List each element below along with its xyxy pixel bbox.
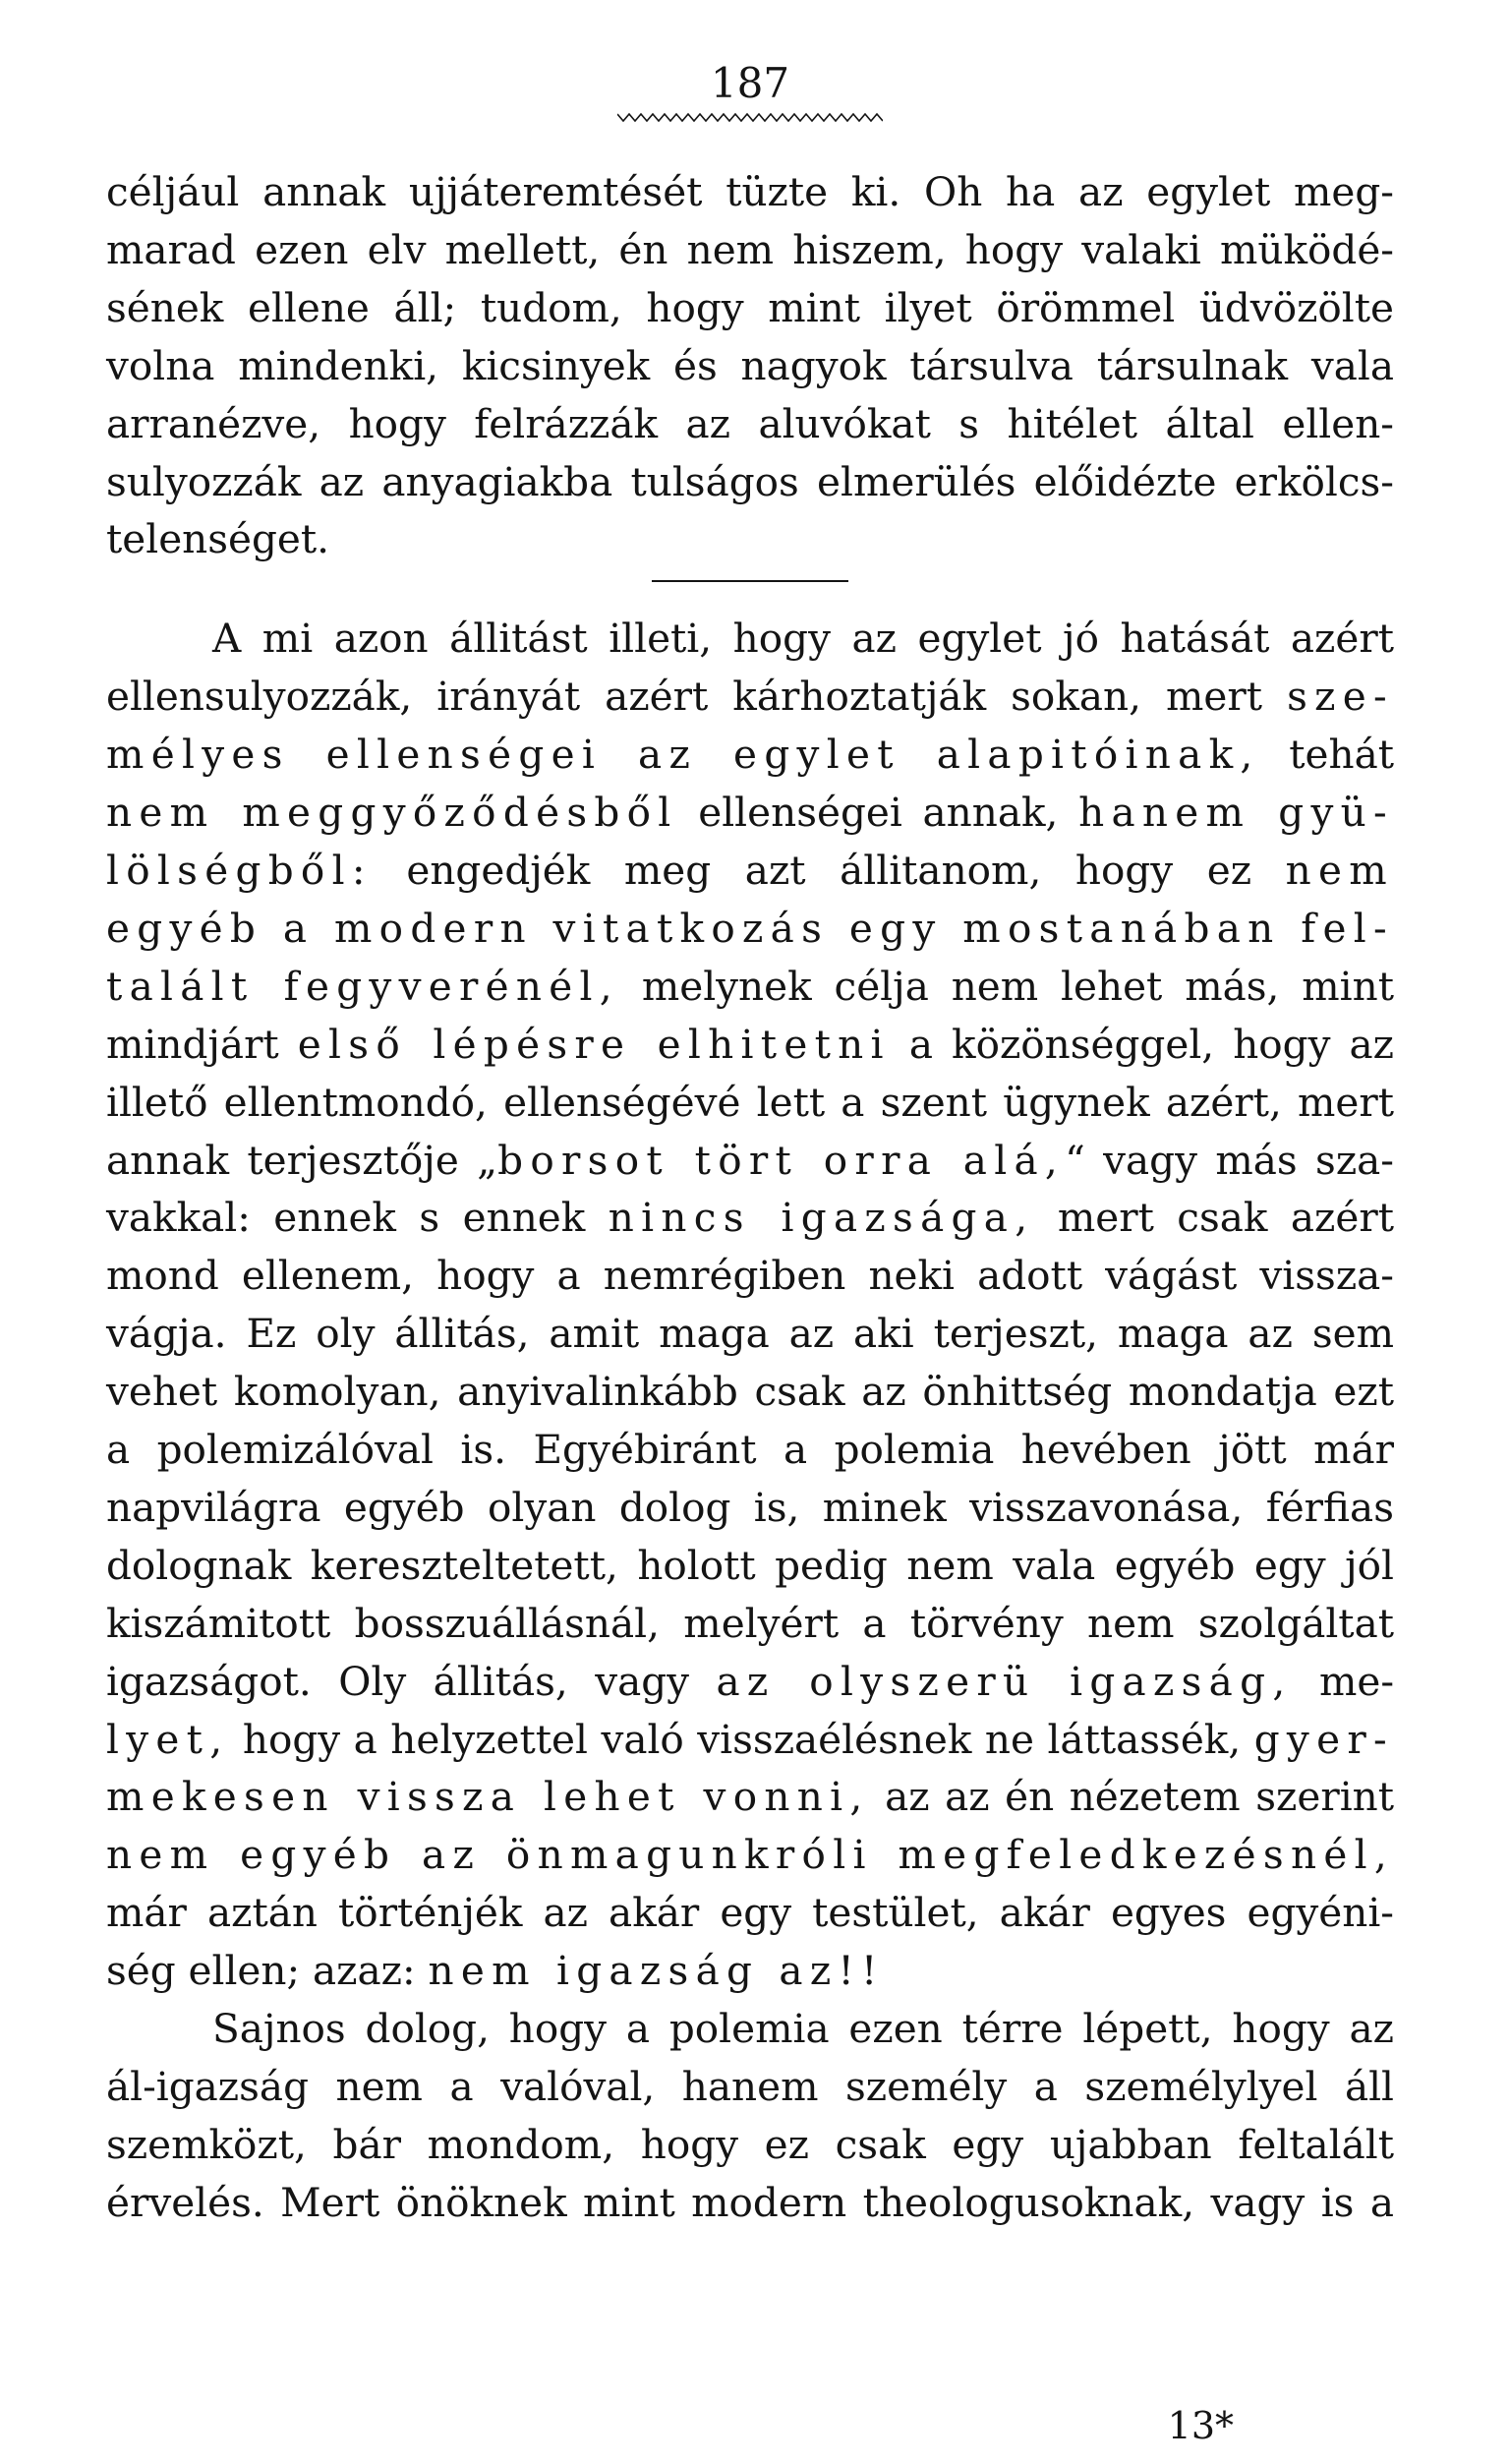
text-line: telenséget. [106, 515, 330, 563]
text-run: melynek célja nem lehet más, mint [618, 962, 1394, 1010]
spaced-emphasis: gyer- [1253, 1715, 1394, 1763]
text-line: arranézve, hogy felrázzák az aluvókat s hitélet által ellen- [106, 399, 1394, 447]
text-run: ség ellen; azaz: [106, 1947, 429, 1995]
text-line: szemközt, bár mondom, hogy ez csak egy ujabban feltalált [106, 2120, 1394, 2168]
text-run: vakkal: ennek s ennek [106, 1194, 609, 1242]
text-run: mindjárt [106, 1020, 298, 1068]
spaced-emphasis: az olyszerü igazság, [716, 1657, 1293, 1705]
signature-mark: 13* [1167, 2404, 1234, 2447]
text-line: dolognak kereszteltetett, holott pedig nem vala egyéb egy jól [106, 1541, 1394, 1589]
text-run: annak terjesztője „ [106, 1136, 498, 1184]
text-line: volna mindenki, kicsinyek és nagyok társulva társulnak vala [106, 341, 1394, 389]
page-number: 187 [710, 59, 790, 107]
text-line [106, 1942, 1394, 2000]
text-run: ellenségei annak, [677, 789, 1079, 837]
spaced-emphasis: sze- [1287, 673, 1394, 721]
text-line: illető ellentmondó, ellenségévé lett a szent ügynek azért, mert [106, 1078, 1394, 1126]
spaced-emphasis: talált fegyverénél, [106, 962, 619, 1010]
page [106, 59, 1394, 2232]
text-line: már aztán történjék az akár egy testület, akár egyes egyéni- [106, 1889, 1394, 1937]
spaced-emphasis: lölségből: [106, 846, 373, 894]
spaced-emphasis: hanem gyü- [1078, 789, 1394, 837]
page-header [106, 59, 1394, 124]
paragraph-1 [106, 163, 1394, 568]
text-line: sulyozzák az anyagiakba tulságos elmerülés előidézte erkölcs- [106, 457, 1394, 505]
text-line: ál-igazság nem a valóval, hanem személy a személylyel áll [106, 2063, 1394, 2110]
text-run: az az én nézetem szerint [869, 1773, 1394, 1821]
text-line [106, 1189, 1394, 1247]
text-run: engedjék meg azt állitanom, hogy ez [372, 846, 1286, 894]
spaced-emphasis: nem igazság az!! [428, 1947, 885, 1995]
text-line: vágja. Ez oly állitás, amit maga az aki terjeszt, maga az sem [106, 1310, 1394, 1358]
text-run: mert csak azért [1034, 1194, 1394, 1242]
text-line: céljául annak ujjáteremtését tüzte ki. Oh ha az egylet meg- [106, 168, 1394, 215]
text-line: kiszámitott bosszuállásnál, melyért a törvény nem szolgáltat [106, 1599, 1394, 1647]
spaced-emphasis-line: egyéb a modern vitatkozás egy mostanában fel- [106, 904, 1394, 952]
paragraph-3 [106, 2000, 1394, 2232]
text-line [106, 1711, 1394, 1769]
spaced-emphasis: mekesen vissza lehet vonni, [106, 1773, 870, 1821]
text-line [106, 958, 1394, 1016]
text-run: tehát [1259, 731, 1395, 779]
text-line [106, 668, 1394, 726]
text-line: Sajnos dolog, hogy a polemia ezen térre lépett, hogy az [212, 2005, 1394, 2053]
text-line [106, 726, 1394, 784]
text-line [106, 1132, 1394, 1190]
text-run: igazságot. Oly állitás, vagy [106, 1657, 717, 1705]
text-run: a közönséggel, hogy az [890, 1020, 1395, 1068]
spaced-emphasis: nem [1285, 846, 1394, 894]
text-run: hogy a helyzettel való visszaélésnek ne láttassék, [229, 1715, 1254, 1763]
spaced-emphasis: nincs igazsága, [608, 1194, 1035, 1242]
text-line [106, 1653, 1394, 1711]
text-run: “ vagy más sza- [1065, 1136, 1394, 1184]
text-line: sének ellene áll; tudom, hogy mint ilyet örömmel üdvözölte [106, 283, 1394, 331]
ornament-zigzag [617, 110, 883, 124]
spaced-emphasis: nem meggyőződésből [106, 789, 678, 837]
spaced-emphasis: első lépésre elhitetni [297, 1020, 891, 1068]
text-run: ellensulyozzák, irányát azért kárhoztatják sokan, mert [106, 673, 1288, 721]
spaced-emphasis: lyet, [106, 1715, 230, 1763]
text-line [106, 842, 1394, 900]
section-divider [652, 580, 848, 582]
text-line [106, 784, 1394, 842]
text-line: napvilágra egyéb olyan dolog is, minek visszavonása, férfias [106, 1483, 1394, 1531]
text-line: A mi azon állitást illeti, hogy az egylet jó hatását azért [212, 615, 1394, 663]
text-line: mond ellenem, hogy a nemrégiben neki adott vágást vissza- [106, 1252, 1394, 1300]
spaced-emphasis: mélyes ellenségei az egylet alapitóinak, [106, 731, 1260, 779]
paragraph-2 [106, 610, 1394, 2000]
text-line: a polemizálóval is. Egyébiránt a polemia hevében jött már [106, 1426, 1394, 1474]
spaced-emphasis: borsot tört orra alá, [497, 1136, 1066, 1184]
text-line: vehet komolyan, anyivalinkább csak az önhittség mondatja ezt [106, 1368, 1394, 1416]
text-line [106, 1016, 1394, 1074]
text-run: me- [1292, 1657, 1394, 1705]
spaced-emphasis-line: nem egyéb az önmagunkróli megfeledkezésnél, [106, 1831, 1394, 1879]
text-line [106, 1768, 1394, 1826]
text-line: érvelés. Mert önöknek mint modern theologusoknak, vagy is a [106, 2178, 1394, 2226]
text-line: marad ezen elv mellett, én nem hiszem, hogy valaki müködé- [106, 225, 1394, 273]
